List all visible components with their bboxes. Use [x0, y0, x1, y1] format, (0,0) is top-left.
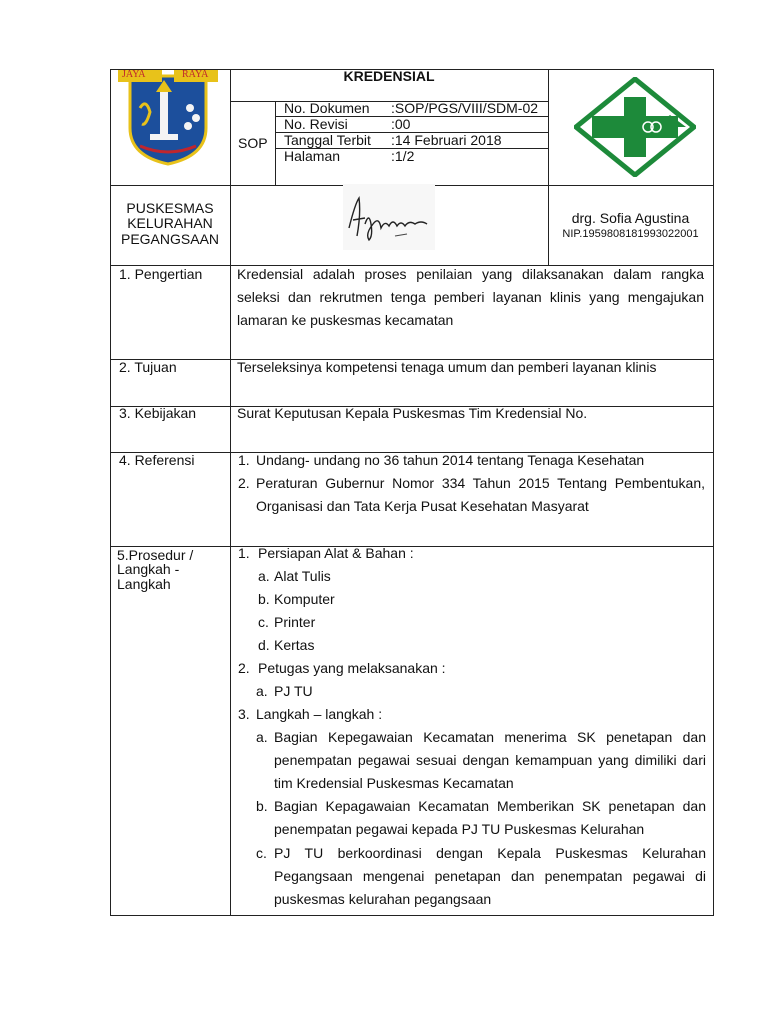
list-item: Printer	[274, 614, 316, 630]
jaya-raya-logo	[116, 68, 220, 168]
kebijakan-text: Surat Keputusan Kepala Puskesmas Tim Kredensial No.	[237, 405, 588, 421]
list-item: penempatan pegawai kepada PJ TU Puskesmas Kelurahan	[274, 821, 645, 837]
step-number: 1.	[238, 545, 250, 561]
step-title: Petugas yang melaksanakan :	[258, 660, 446, 676]
signature-image	[343, 184, 435, 250]
section-label-pengertian: 1. Pengertian	[119, 266, 203, 282]
logo-banner-right-text: RAYA	[182, 69, 209, 80]
signatory-name: drg. Sofia Agustina	[571, 210, 690, 226]
list-item: tim Kredensial Puskesmas Kecamatan	[274, 775, 514, 791]
prosedur-label-line: 5.Prosedur /	[117, 547, 194, 563]
document-title: KREDENSIAL	[343, 68, 435, 84]
step-title: Persiapan Alat & Bahan :	[258, 545, 414, 561]
org-line: PUSKESMAS	[126, 200, 214, 216]
table-column-divider	[230, 69, 231, 916]
list-marker: a.	[256, 729, 268, 745]
meta-value: :14 Februari 2018	[391, 132, 502, 148]
sop-column-divider	[275, 101, 276, 185]
list-item: Komputer	[274, 591, 335, 607]
list-item: Peraturan Gubernur Nomor 334 Tahun 2015 Tentang Pembentukan,	[256, 475, 705, 491]
list-item: Organisasi dan Tata Kerja Pusat Kesehatan Masyarat	[256, 498, 589, 514]
step-title: Langkah – langkah :	[256, 706, 383, 722]
list-item: Pegangsaan mengenai penetapan dan penempatan pegawai di	[274, 868, 706, 884]
meta-value: :SOP/PGS/VIII/SDM-02	[391, 100, 539, 116]
list-item: penempatan pegawai sesuai dengan kemampuan yang dimiliki dari	[274, 752, 706, 768]
tujuan-text: Terseleksinya kompetensi tenaga umum dan pemberi layanan klinis	[237, 359, 657, 375]
meta-label: Tanggal Terbit	[284, 132, 371, 148]
list-marker: a.	[256, 683, 268, 699]
puskesmas-logo	[574, 77, 696, 177]
list-item: Kertas	[274, 637, 315, 653]
list-item: PJ TU	[274, 683, 313, 699]
table-border-bottom	[110, 915, 714, 916]
pengertian-line: Kredensial adalah proses penilaian yang dilaksanakan dalam rangka	[237, 266, 704, 282]
prosedur-label-line: Langkah -	[117, 561, 180, 577]
list-marker: b.	[258, 591, 270, 607]
org-line: PEGANGSAAN	[120, 231, 220, 247]
signatory-nip: NIP.195980818199302200​1	[562, 228, 699, 240]
list-item: Bagian Kepegawaian Kecamatan menerima SK penetapan dan	[274, 729, 706, 745]
meta-value: :00	[391, 116, 411, 132]
list-item: Bagian Kepagawaian Kecamatan Memberikan SK penetapan dan	[274, 798, 706, 814]
list-number: 2.	[238, 475, 250, 491]
section-label-referensi: 4. Referensi	[119, 452, 195, 468]
meta-label: No. Revisi	[284, 116, 348, 132]
list-item: Undang- undang no 36 tahun 2014 tentang Tenaga Kesehatan	[256, 452, 645, 468]
list-item: puskesmas kelurahan pegangsaan	[274, 891, 492, 907]
prosedur-label-line: Langkah	[117, 576, 171, 592]
list-number: 1.	[238, 452, 250, 468]
meta-value: :1/2	[391, 148, 415, 164]
list-marker: a.	[258, 568, 270, 584]
meta-label: Halaman	[284, 148, 341, 164]
list-marker: b.	[256, 798, 268, 814]
meta-label: No. Dokumen	[284, 100, 370, 116]
list-marker: c.	[256, 845, 267, 861]
logo-banner-left-text: JAYA	[122, 69, 146, 80]
org-line: KELURAHAN	[127, 215, 213, 231]
list-item: Alat Tulis	[274, 568, 331, 584]
table-border-right	[713, 69, 714, 916]
table-border-left	[110, 69, 111, 916]
pengertian-line: seleksi dan rekrutmen tenga pemberi layanan klinis yang mengajukan	[237, 289, 704, 305]
step-number: 3.	[238, 706, 250, 722]
section-label-kebijakan: 3. Kebijakan	[119, 405, 197, 421]
pengertian-line: lamaran ke puskesmas kecamatan	[237, 312, 454, 328]
list-marker: c.	[258, 614, 269, 630]
list-item: PJ TU berkoordinasi dengan Kepala Puskesmas Kelurahan	[274, 845, 706, 861]
list-marker: d.	[258, 637, 270, 653]
section-label-tujuan: 2. Tujuan	[119, 359, 177, 375]
step-number: 2.	[238, 660, 250, 676]
sop-label: SOP	[238, 135, 268, 151]
